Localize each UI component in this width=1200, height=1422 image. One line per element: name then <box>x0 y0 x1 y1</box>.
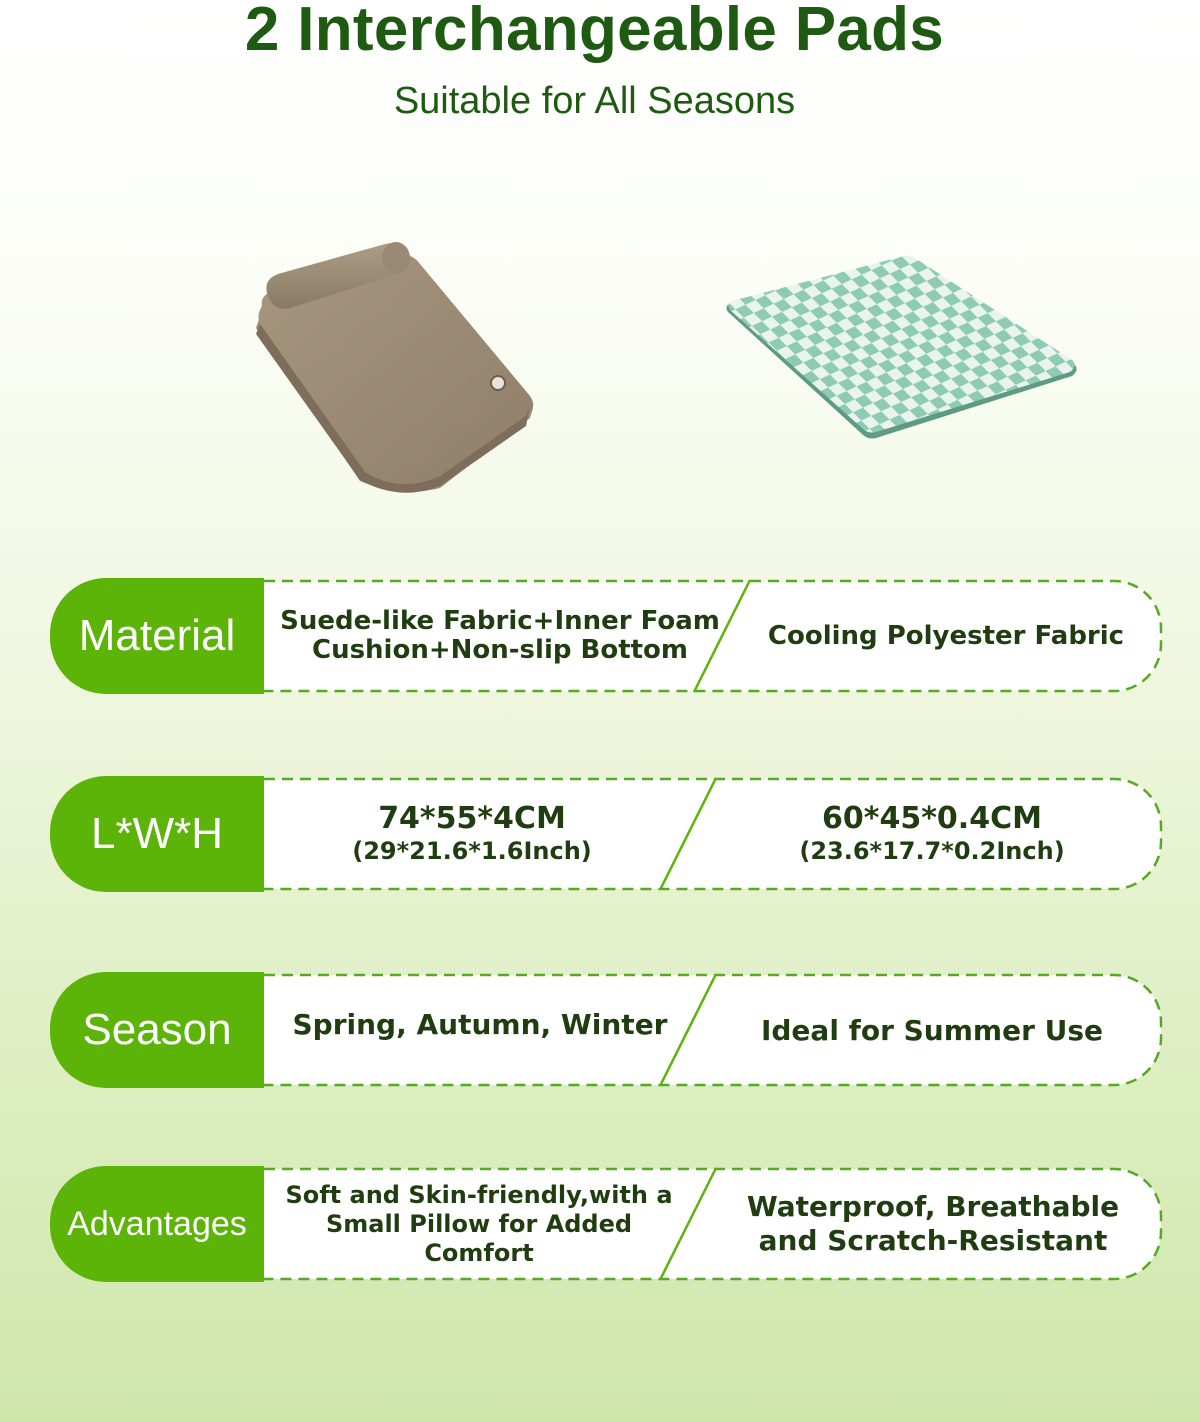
row-label: Material <box>78 611 236 660</box>
value-text: 60*45*0.4CM <box>822 801 1042 836</box>
plush-pad-value <box>272 578 728 694</box>
row-material <box>50 578 1164 694</box>
value-subtext: (29*21.6*1.6Inch) <box>352 837 592 865</box>
cooling-pad-value <box>750 578 1142 694</box>
plush-pad-value <box>272 776 672 892</box>
row-dimensions <box>50 776 1164 892</box>
cooling-pad-value <box>710 776 1154 892</box>
value-text: Cooling Polyester Fabric <box>767 620 1125 651</box>
row-advantages <box>50 1166 1164 1282</box>
page-title: 2 Interchangeable Pads <box>244 0 945 64</box>
value-text: Spring, Autumn, Winter <box>292 1007 668 1041</box>
page-subtitle: Suitable for All Seasons <box>393 80 796 122</box>
plush-pad-value <box>272 966 688 1082</box>
value-text: Ideal for Summer Use <box>760 1013 1104 1047</box>
plush-pad-image <box>250 236 550 496</box>
plush-pad-value <box>272 1166 686 1282</box>
cooling-pad-image <box>724 254 1084 444</box>
cooling-pad-value <box>710 972 1154 1088</box>
value-subtext: (23.6*17.7*0.2Inch) <box>799 837 1065 865</box>
value-text: Soft and Skin-friendly,with a Small Pillow for Added Comfort <box>285 1180 673 1267</box>
row-label: Season <box>82 1005 232 1054</box>
row-label: Advantages <box>67 1204 247 1243</box>
cooling-pad-value <box>730 1166 1136 1282</box>
row-label: L*W*H <box>90 809 224 858</box>
value-text: Waterproof, Breathable and Scratch-Resistant <box>746 1190 1120 1257</box>
value-text: Suede-like Fabric+Inner Foam Cushion+Non-slip Bottom <box>280 606 720 665</box>
value-text: 74*55*4CM <box>378 801 566 836</box>
row-season <box>50 972 1164 1088</box>
